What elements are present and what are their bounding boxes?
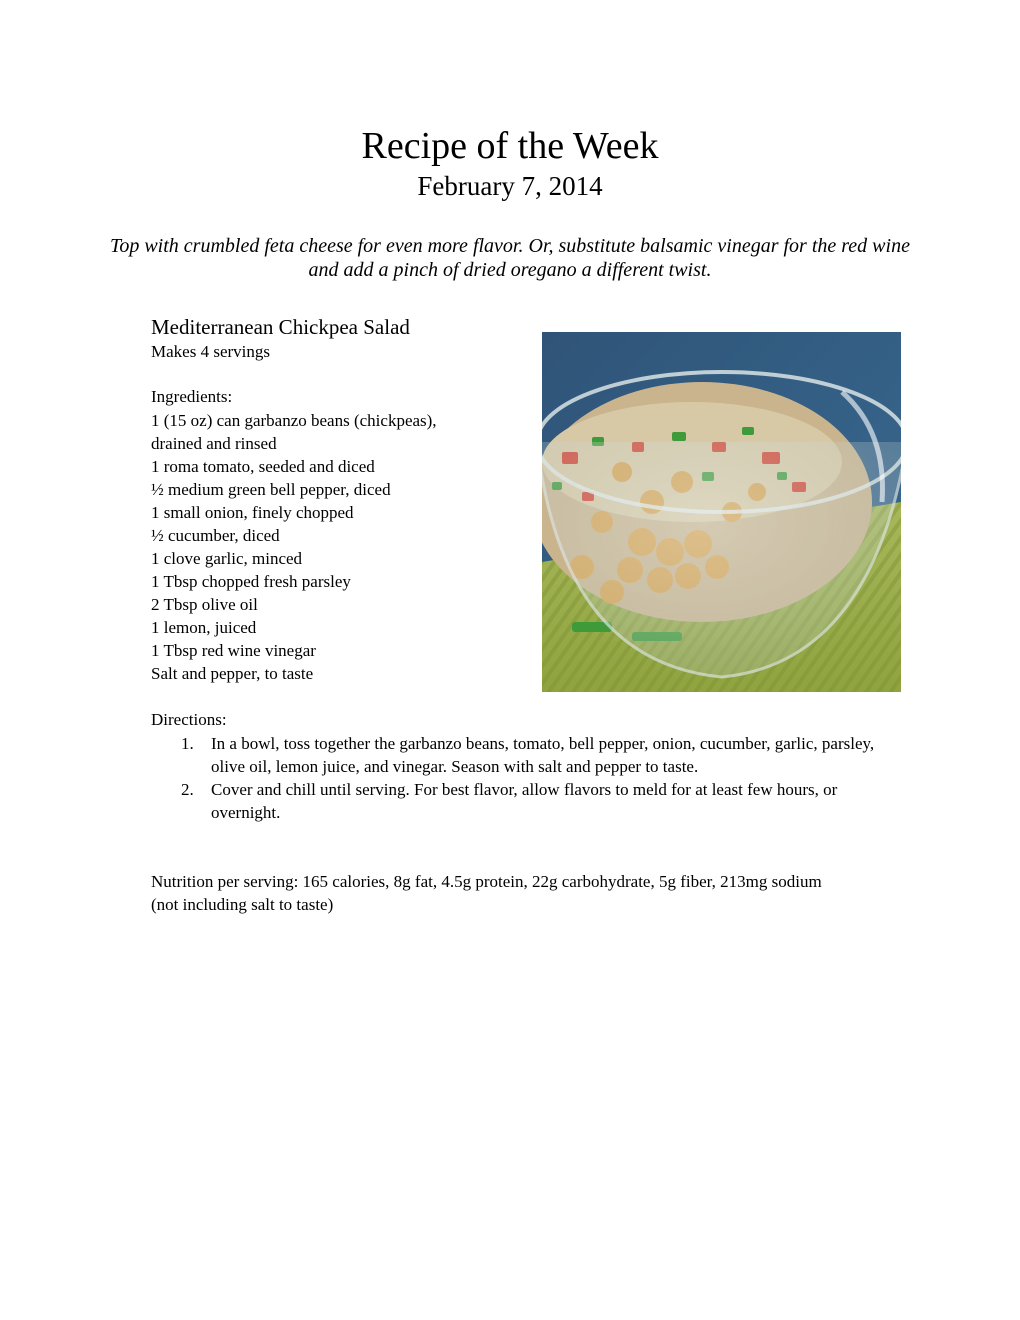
directions-heading: Directions: (151, 710, 227, 729)
page-title: Recipe of the Week (361, 125, 659, 167)
ingredient-item: drained and rinsed (151, 434, 277, 453)
ingredient-item: 1 small onion, finely chopped (151, 503, 354, 522)
direction-step (151, 732, 881, 778)
direction-step (151, 778, 881, 824)
directions-list (151, 732, 881, 824)
ingredient-item: Salt and pepper, to taste (151, 664, 314, 683)
ingredient-item: 1 (15 oz) can garbanzo beans (chickpeas), (151, 411, 437, 430)
ingredient-item: ½ medium green bell pepper, diced (151, 480, 391, 499)
nutrition-info: Nutrition per serving: 165 calories, 8g fat, 4.5g protein, 22g carbohydrate, 5g fiber, 213mg sodium (not including salt to taste) (151, 872, 822, 914)
step-number: 1. (181, 734, 194, 753)
ingredients-list (151, 409, 511, 685)
page-date: February 7, 2014 (417, 171, 603, 201)
ingredient-item: 2 Tbsp olive oil (151, 595, 258, 614)
serving-tip: Top with crumbled feta cheese for even more flavor. Or, substitute balsamic vinegar for the red wine and add a pinch of dried oregano a different twist. (110, 235, 910, 281)
recipe-name: Mediterranean Chickpea Salad (151, 315, 410, 339)
step-number: 2. (181, 780, 194, 799)
ingredient-item: 1 lemon, juiced (151, 618, 257, 637)
recipe-servings: Makes 4 servings (151, 342, 270, 361)
ingredients-heading: Ingredients: (151, 387, 233, 406)
ingredient-item: 1 Tbsp red wine vinegar (151, 641, 316, 660)
step-text: In a bowl, toss together the garbanzo beans, tomato, bell pepper, onion, cucumber, garlic, parsley, olive oil, lemon juice, and vinegar. Season with salt and pepper to taste. (211, 734, 875, 776)
ingredient-item: 1 roma tomato, seeded and diced (151, 457, 375, 476)
chickpea-salad-photo (542, 332, 901, 692)
ingredient-item: 1 Tbsp chopped fresh parsley (151, 572, 351, 591)
step-text: Cover and chill until serving. For best flavor, allow flavors to meld for at least few hours, or overnight. (211, 780, 838, 822)
ingredient-item: 1 clove garlic, minced (151, 549, 303, 568)
ingredient-item: ½ cucumber, diced (151, 526, 280, 545)
